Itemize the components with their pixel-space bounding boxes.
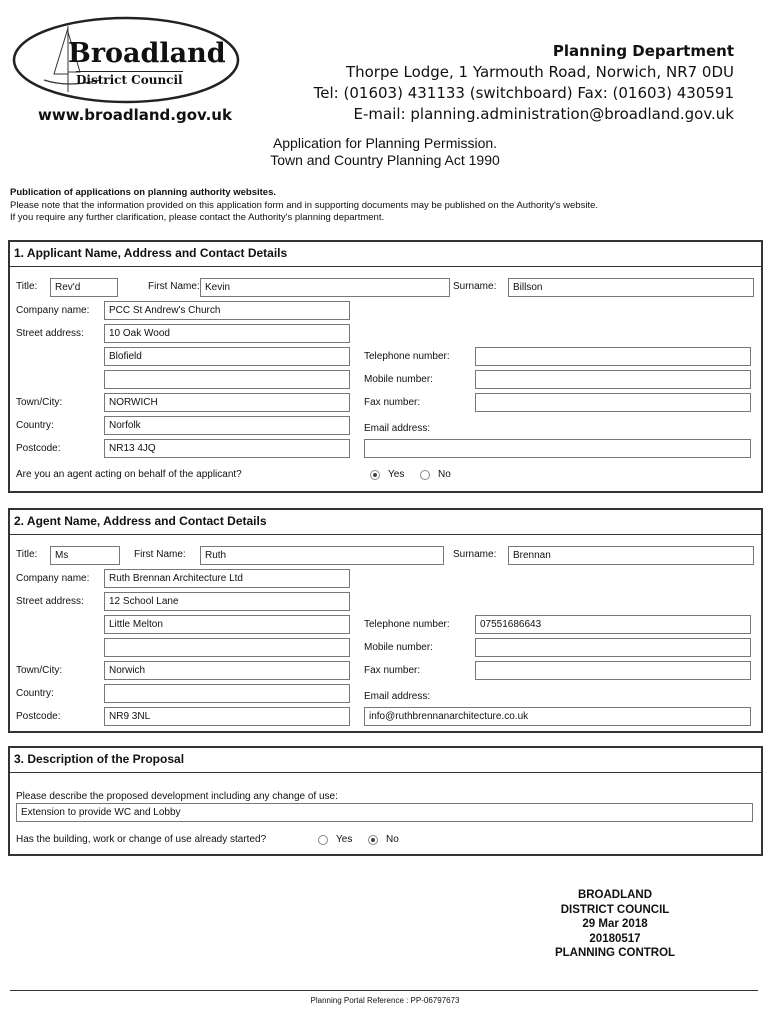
department-email: E-mail: planning.administration@broadland.gov.uk <box>353 105 734 123</box>
agent-yes-radio[interactable] <box>370 470 380 480</box>
received-stamp <box>530 888 700 961</box>
applicant-street2-field[interactable]: Blofield <box>104 347 350 366</box>
form-subtitle: Town and Country Planning Act 1990 <box>270 152 500 168</box>
applicant-email-field[interactable] <box>364 439 751 458</box>
applicant-surname-field[interactable]: Billson <box>508 278 754 297</box>
footer-rule <box>10 990 758 991</box>
logo-subtitle: District Council <box>76 73 183 87</box>
proposal-section-heading: 3. Description of the Proposal <box>14 752 185 766</box>
applicant-section-heading: 1. Applicant Name, Address and Contact Details <box>14 246 288 260</box>
notice-text-1: Please note that the information provided on this application form and in supporting documents may be published on the Authority's website. <box>10 200 599 211</box>
stamp-line-2: DISTRICT COUNCIL <box>560 903 670 916</box>
proposal-description-field[interactable]: Extension to provide WC and Lobby <box>16 803 753 822</box>
company-label: Company name: <box>16 305 90 316</box>
agent-question: Are you an agent acting on behalf of the applicant? <box>16 469 242 480</box>
agent-surname-field[interactable]: Brennan <box>508 546 754 565</box>
agent-email-field[interactable]: info@ruthbrennanarchitecture.co.uk <box>364 707 751 726</box>
street-label: Street address: <box>16 596 84 607</box>
applicant-street3-field[interactable] <box>104 370 350 389</box>
town-label: Town/City: <box>16 665 63 676</box>
agent-section-heading: 2. Agent Name, Address and Contact Details <box>14 514 267 528</box>
form-title: Application for Planning Permission. <box>272 135 498 151</box>
applicant-fax-field[interactable] <box>475 393 751 412</box>
surname-label: Surname: <box>453 281 497 292</box>
email-label: Email address: <box>364 691 431 702</box>
surname-label: Surname: <box>453 549 497 560</box>
section-divider <box>10 266 761 267</box>
department-name: Planning Department <box>552 42 734 60</box>
postcode-label: Postcode: <box>16 443 61 454</box>
applicant-country-field[interactable]: Norfolk <box>104 416 350 435</box>
title-label: Title: <box>16 281 38 292</box>
fax-label: Fax number: <box>364 665 421 676</box>
started-yes-radio[interactable] <box>318 835 328 845</box>
agent-no-radio[interactable] <box>420 470 430 480</box>
section-divider <box>10 534 761 535</box>
started-no-radio[interactable] <box>368 835 378 845</box>
company-label: Company name: <box>16 573 90 584</box>
website-link[interactable]: www.broadland.gov.uk <box>38 106 232 124</box>
telephone-label: Telephone number: <box>364 619 450 630</box>
department-address: Thorpe Lodge, 1 Yarmouth Road, Norwich, NR7 0DU <box>345 63 734 81</box>
agent-mobile-field[interactable] <box>475 638 751 657</box>
notice-heading: Publication of applications on planning authority websites. <box>10 187 277 198</box>
proposal-prompt: Please describe the proposed development including any change of use: <box>16 791 338 802</box>
department-phone: Tel: (01603) 431133 (switchboard) Fax: (01603) 430591 <box>313 84 734 102</box>
agent-section <box>8 508 763 733</box>
postcode-label: Postcode: <box>16 711 61 722</box>
notice-text-2: If you require any further clarification, please contact the Authority's planning department. <box>10 212 385 223</box>
first-name-label: First Name: <box>134 549 186 560</box>
agent-street3-field[interactable] <box>104 638 350 657</box>
country-label: Country: <box>16 420 54 431</box>
agent-company-field[interactable]: Ruth Brennan Architecture Ltd <box>104 569 350 588</box>
section-divider <box>10 772 761 773</box>
first-name-label: First Name: <box>148 281 200 292</box>
agent-fax-field[interactable] <box>475 661 751 680</box>
started-no-label: No <box>386 834 399 845</box>
town-label: Town/City: <box>16 397 63 408</box>
applicant-street1-field[interactable]: 10 Oak Wood <box>104 324 350 343</box>
logo-name: Broadland <box>68 38 226 69</box>
agent-town-field[interactable]: Norwich <box>104 661 350 680</box>
telephone-label: Telephone number: <box>364 351 450 362</box>
stamp-line-1: BROADLAND <box>577 889 653 901</box>
portal-reference: Planning Portal Reference : PP-06797673 <box>310 996 460 1005</box>
mobile-label: Mobile number: <box>364 374 433 385</box>
agent-first-name-field[interactable]: Ruth <box>200 546 444 565</box>
agent-street2-field[interactable]: Little Melton <box>104 615 350 634</box>
agent-no-label: No <box>438 469 451 480</box>
started-yes-label: Yes <box>336 834 353 845</box>
agent-title-field[interactable]: Ms <box>50 546 120 565</box>
stamp-number: 20180517 <box>589 932 641 945</box>
proposal-section <box>8 746 763 856</box>
applicant-company-field[interactable]: PCC St Andrew's Church <box>104 301 350 320</box>
stamp-line-5: PLANNING CONTROL <box>554 947 676 959</box>
stamp-date: 29 Mar 2018 <box>582 918 648 930</box>
title-label: Title: <box>16 549 38 560</box>
fax-label: Fax number: <box>364 397 421 408</box>
agent-telephone-field[interactable]: 07551686643 <box>475 615 751 634</box>
applicant-postcode-field[interactable]: NR13 4JQ <box>104 439 350 458</box>
applicant-first-name-field[interactable]: Kevin <box>200 278 450 297</box>
started-question: Has the building, work or change of use already started? <box>16 834 267 845</box>
email-label: Email address: <box>364 423 431 434</box>
council-logo <box>10 14 242 106</box>
applicant-town-field[interactable]: NORWICH <box>104 393 350 412</box>
agent-postcode-field[interactable]: NR9 3NL <box>104 707 350 726</box>
applicant-mobile-field[interactable] <box>475 370 751 389</box>
street-label: Street address: <box>16 328 84 339</box>
mobile-label: Mobile number: <box>364 642 433 653</box>
applicant-telephone-field[interactable] <box>475 347 751 366</box>
agent-yes-label: Yes <box>388 469 405 480</box>
country-label: Country: <box>16 688 54 699</box>
applicant-title-field[interactable]: Rev'd <box>50 278 118 297</box>
applicant-section <box>8 240 763 493</box>
agent-country-field[interactable] <box>104 684 350 703</box>
agent-street1-field[interactable]: 12 School Lane <box>104 592 350 611</box>
